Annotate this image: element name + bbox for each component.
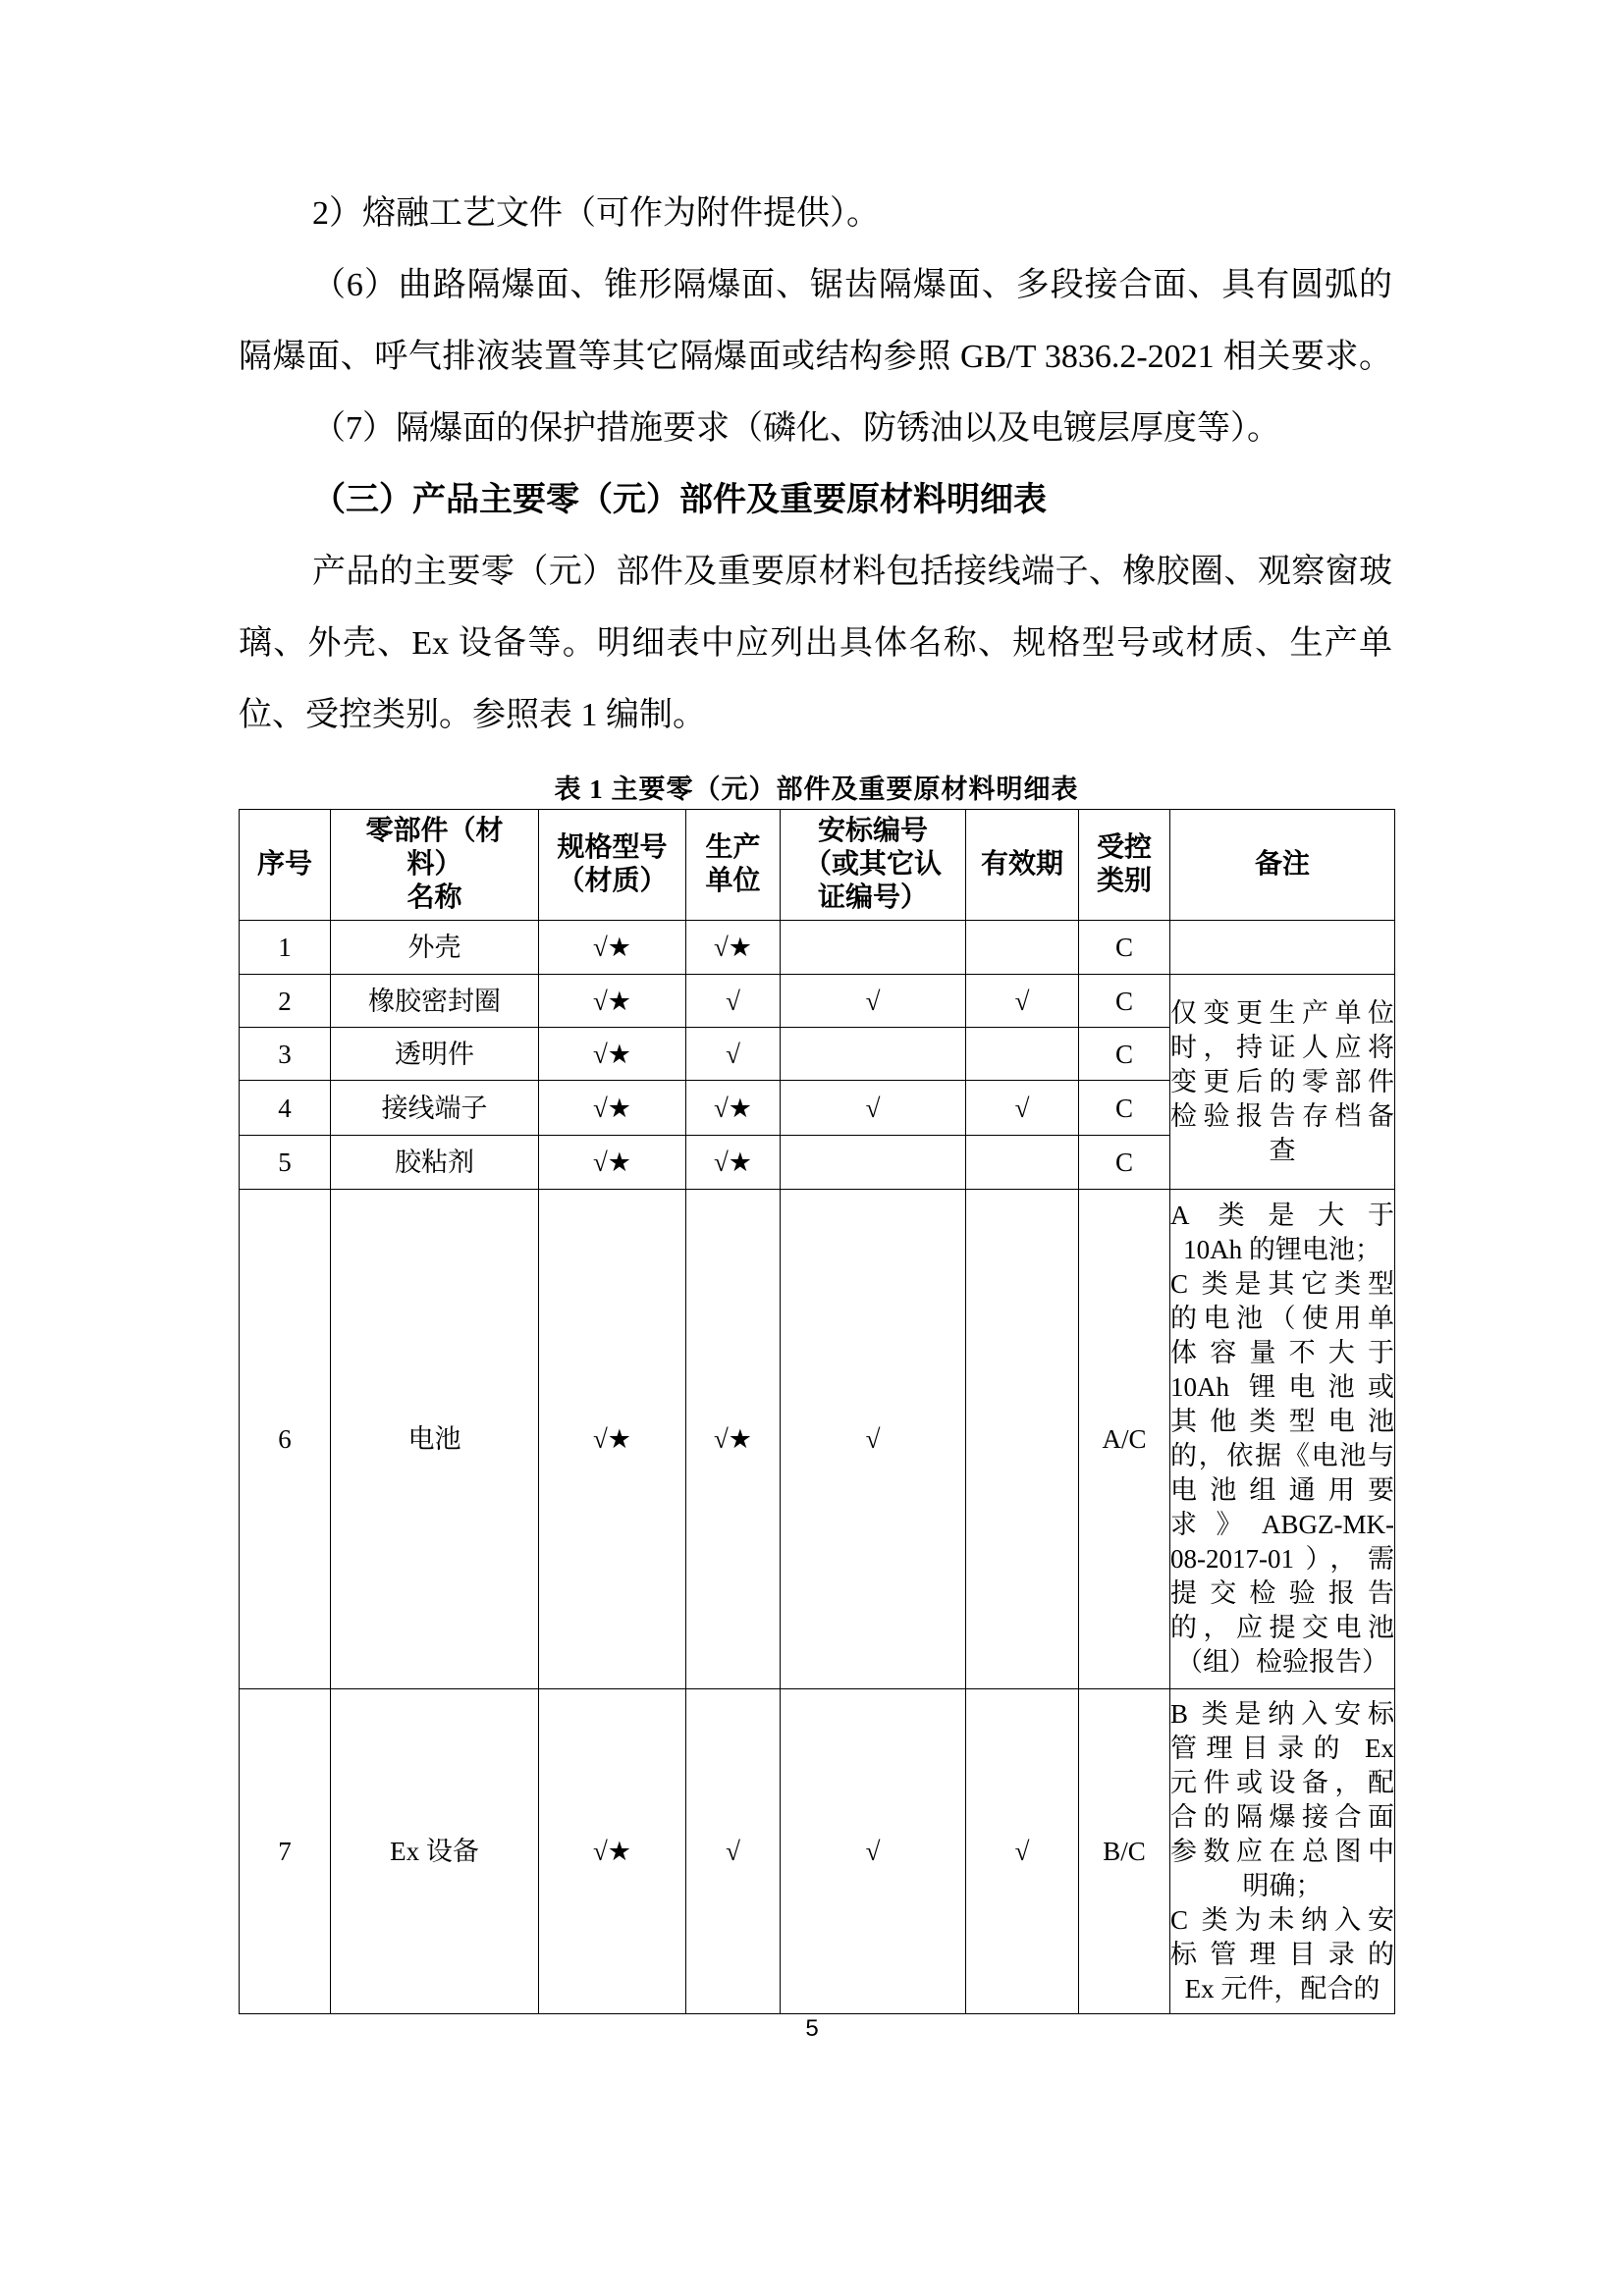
control-category-cell: A/C [1079, 1190, 1170, 1689]
intro-line: 璃、外壳、Ex 设备等。明细表中应列出具体名称、规格型号或材质、生产单 [239, 625, 1392, 662]
remark-line: 其他类型电池 [1170, 1407, 1394, 1436]
validity-cell [966, 1136, 1079, 1190]
part-name-cell: 橡胶密封圈 [331, 975, 539, 1028]
header-line: 名称 [406, 882, 462, 913]
spec-cell: √★ [539, 1081, 686, 1136]
header-line: 安标编号 [817, 816, 928, 846]
remark-line: 的电池（使用单 [1170, 1304, 1394, 1333]
header-line: 有效期 [980, 849, 1063, 880]
spec-cell: √★ [539, 1689, 686, 2014]
spec-cell: √★ [539, 975, 686, 1028]
remark-line: 时，持证人应将 [1170, 1032, 1394, 1062]
cert-number-cell [781, 921, 966, 975]
row-number-cell: 4 [240, 1081, 331, 1136]
table-row [240, 1689, 1395, 2014]
table-caption: 表 1 主要零（元）部件及重要原材料明细表 [554, 774, 1079, 804]
spec-cell: √★ [539, 1028, 686, 1081]
remark-cell [1170, 1689, 1395, 2014]
part-name-cell: 电池 [331, 1190, 539, 1689]
part-name-cell: 胶粘剂 [331, 1136, 539, 1190]
control-category-cell: C [1079, 975, 1170, 1028]
remark-line: 仅变更生产单位 [1170, 997, 1394, 1028]
remark-line: 10Ah 锂电池或 [1170, 1372, 1394, 1402]
row-number-cell: 1 [240, 921, 331, 975]
header-cert-number [781, 810, 966, 921]
remark-line: 08-2017-01），需 [1170, 1544, 1394, 1574]
table-body [240, 921, 1395, 2014]
body-text [239, 178, 1392, 751]
remark-line: 的，应提交电池 [1170, 1613, 1394, 1642]
remark-cell [1170, 921, 1395, 975]
table-header-row [240, 810, 1395, 921]
remark-line: 10Ah 的锂电池； [1183, 1235, 1381, 1264]
header-part-name [331, 810, 539, 921]
header-line: 单位 [705, 866, 761, 896]
remark-line: 检验报告存档备 [1170, 1100, 1394, 1131]
section-heading: （三）产品主要零（元）部件及重要原材料明细表 [312, 482, 1047, 518]
header-line: 序号 [256, 849, 312, 880]
control-category-cell: C [1079, 1081, 1170, 1136]
remark-line: C 类是其它类型 [1170, 1269, 1394, 1299]
header-line: 备注 [1254, 849, 1310, 880]
header-line: 类别 [1096, 866, 1152, 896]
cert-number-cell: √ [781, 975, 966, 1028]
table-row [240, 1190, 1395, 1689]
control-category-cell: C [1079, 1028, 1170, 1081]
header-remark [1170, 810, 1395, 921]
validity-cell: √ [966, 1081, 1079, 1136]
cert-number-cell: √ [781, 1081, 966, 1136]
validity-cell [966, 921, 1079, 975]
maker-cell: √★ [686, 1190, 781, 1689]
cert-number-cell [781, 1136, 966, 1190]
part-name-cell: 接线端子 [331, 1081, 539, 1136]
row-number-cell: 5 [240, 1136, 331, 1190]
remark-cell [1170, 1190, 1395, 1689]
table-row [240, 975, 1395, 1028]
row-number-cell: 3 [240, 1028, 331, 1081]
remark-line: A 类是大于 [1170, 1201, 1394, 1230]
validity-cell [966, 1028, 1079, 1081]
remark-line: B 类是纳入安标 [1170, 1698, 1394, 1729]
remark-line: 参数应在总图中 [1170, 1836, 1394, 1866]
parts-table [239, 809, 1395, 2014]
remark-line: 提交检验报告 [1170, 1578, 1394, 1608]
intro-line: 位、受控类别。参照表 1 编制。 [239, 697, 706, 733]
header-spec [539, 810, 686, 921]
header-line: （或其它认 [803, 849, 942, 880]
remark-line: 明确； [1242, 1870, 1323, 1900]
item-6-line: （6）曲路隔爆面、锥形隔爆面、锯齿隔爆面、多段接合面、具有圆弧的 [312, 267, 1392, 303]
spec-cell: √★ [539, 1190, 686, 1689]
control-category-cell: B/C [1079, 1689, 1170, 2014]
maker-cell: √★ [686, 1136, 781, 1190]
maker-cell: √ [686, 1028, 781, 1081]
remark-line: 求》ABGZ-MK- [1170, 1510, 1394, 1539]
remark-line: 体容量不大于 [1170, 1338, 1394, 1367]
part-name-cell: 透明件 [331, 1028, 539, 1081]
header-line: （材质） [557, 866, 668, 896]
remark-line: 电池组通用要 [1170, 1475, 1394, 1505]
header-validity [966, 810, 1079, 921]
maker-cell: √ [686, 975, 781, 1028]
part-name-cell: Ex 设备 [331, 1689, 539, 2014]
page-number: 5 [805, 2015, 819, 2042]
remark-line: Ex 元件，配合的 [1184, 1973, 1380, 2003]
intro-line: 产品的主要零（元）部件及重要原材料包括接线端子、橡胶圈、观察窗玻 [312, 554, 1392, 590]
cert-number-cell [781, 1028, 966, 1081]
validity-cell [966, 1190, 1079, 1689]
item-2-line: 2）熔融工艺文件（可作为附件提供）。 [312, 195, 880, 232]
header-line: 生产 [705, 832, 761, 863]
part-name-cell: 外壳 [331, 921, 539, 975]
row-number-cell: 6 [240, 1190, 331, 1689]
remark-line: 的，依据《电池与 [1170, 1441, 1394, 1470]
remark-line: C 类为未纳入安 [1170, 1904, 1394, 1935]
header-line: 证编号） [817, 882, 928, 913]
remark-line: 合的隔爆接合面 [1170, 1801, 1394, 1832]
remark-line: 元件或设备，配 [1170, 1767, 1394, 1797]
remark-line: 查 [1269, 1135, 1296, 1165]
row-number-cell: 2 [240, 975, 331, 1028]
remark-cell [1170, 975, 1395, 1190]
spec-cell: √★ [539, 921, 686, 975]
cert-number-cell: √ [781, 1190, 966, 1689]
header-maker [686, 810, 781, 921]
remark-line: 管理目录的 Ex [1170, 1733, 1394, 1763]
row-number-cell: 7 [240, 1689, 331, 2014]
header-control-category [1079, 810, 1170, 921]
validity-cell: √ [966, 975, 1079, 1028]
cert-number-cell: √ [781, 1689, 966, 2014]
item-7-line: （7）隔爆面的保护措施要求（磷化、防锈油以及电镀层厚度等）。 [312, 410, 1280, 447]
table-row [240, 921, 1395, 975]
control-category-cell: C [1079, 921, 1170, 975]
header-line: 规格型号 [557, 832, 668, 863]
spec-cell: √★ [539, 1136, 686, 1190]
maker-cell: √ [686, 1689, 781, 2014]
remark-line: 变更后的零部件 [1170, 1066, 1394, 1096]
header-line: 料） [406, 849, 462, 880]
maker-cell: √★ [686, 1081, 781, 1136]
header-line: 受控 [1096, 832, 1152, 863]
control-category-cell: C [1079, 1136, 1170, 1190]
maker-cell: √★ [686, 921, 781, 975]
remark-line: （组）检验报告） [1176, 1647, 1388, 1677]
validity-cell: √ [966, 1689, 1079, 2014]
item-6-line: 隔爆面、呼气排液装置等其它隔爆面或结构参照 GB/T 3836.2-2021 相关要求。 [239, 339, 1392, 375]
header-row-number [240, 810, 331, 921]
header-line: 零部件（材 [365, 816, 504, 846]
remark-line: 标管理目录的 [1170, 1939, 1394, 1969]
